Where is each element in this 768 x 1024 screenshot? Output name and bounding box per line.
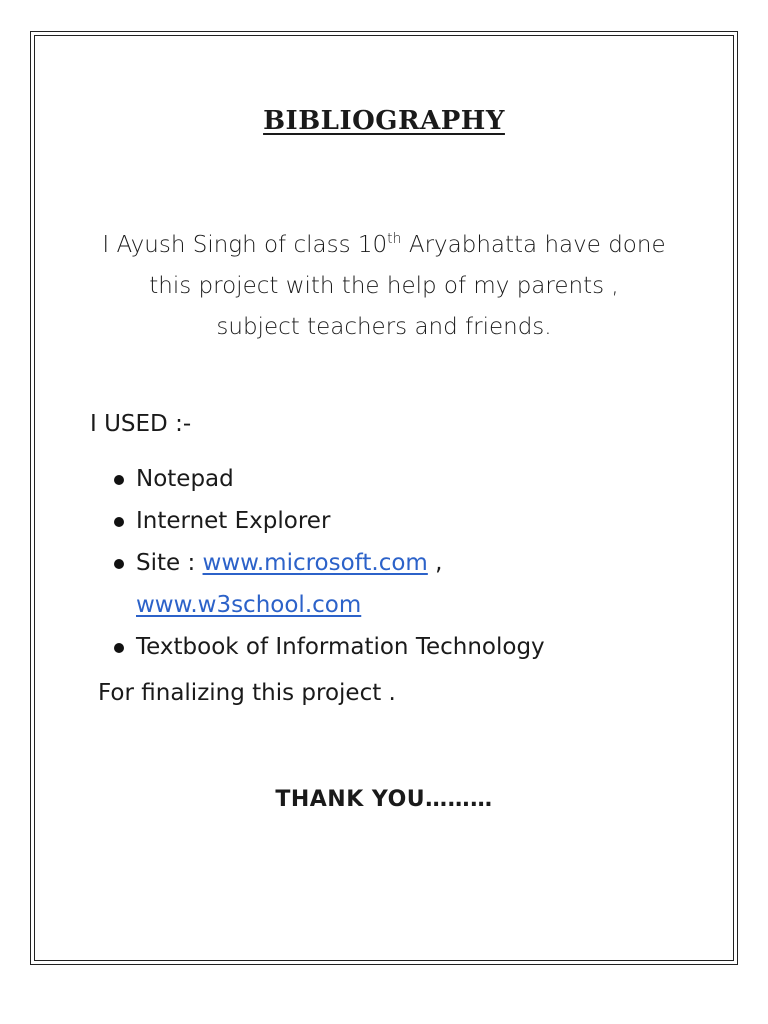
w3school-link[interactable]: www.w3school.com — [136, 592, 362, 618]
list-item-text: Internet Explorer — [136, 508, 331, 534]
tools-list — [110, 458, 545, 668]
thank-you-text: THANK YOU……… — [275, 787, 493, 812]
microsoft-link[interactable]: www.microsoft.com — [202, 550, 428, 576]
link-separator: , — [427, 550, 443, 576]
intro-paragraph — [60, 225, 708, 348]
intro-text-part2: Aryabhatta have done — [401, 232, 666, 258]
site-prefix: Site : — [136, 550, 203, 576]
intro-line-2: this project with the help of my parents , — [149, 273, 619, 299]
intro-line-3: subject teachers and friends. — [216, 314, 552, 340]
closing-text: For finalizing this project . — [98, 680, 396, 706]
list-item-text: Textbook of Information Technology — [136, 634, 545, 660]
page-title: BIBLIOGRAPHY — [263, 106, 505, 136]
list-item-textbook — [110, 626, 545, 668]
list-item-notepad — [110, 458, 545, 500]
intro-superscript: th — [387, 231, 402, 247]
intro-line-1 — [60, 225, 708, 266]
list-item-internet-explorer — [110, 500, 545, 542]
list-item-sites — [110, 542, 545, 626]
intro-text-part1: I Ayush Singh of class 10 — [102, 232, 388, 258]
used-label: I USED :- — [90, 411, 192, 437]
list-item-text: Notepad — [136, 466, 234, 492]
